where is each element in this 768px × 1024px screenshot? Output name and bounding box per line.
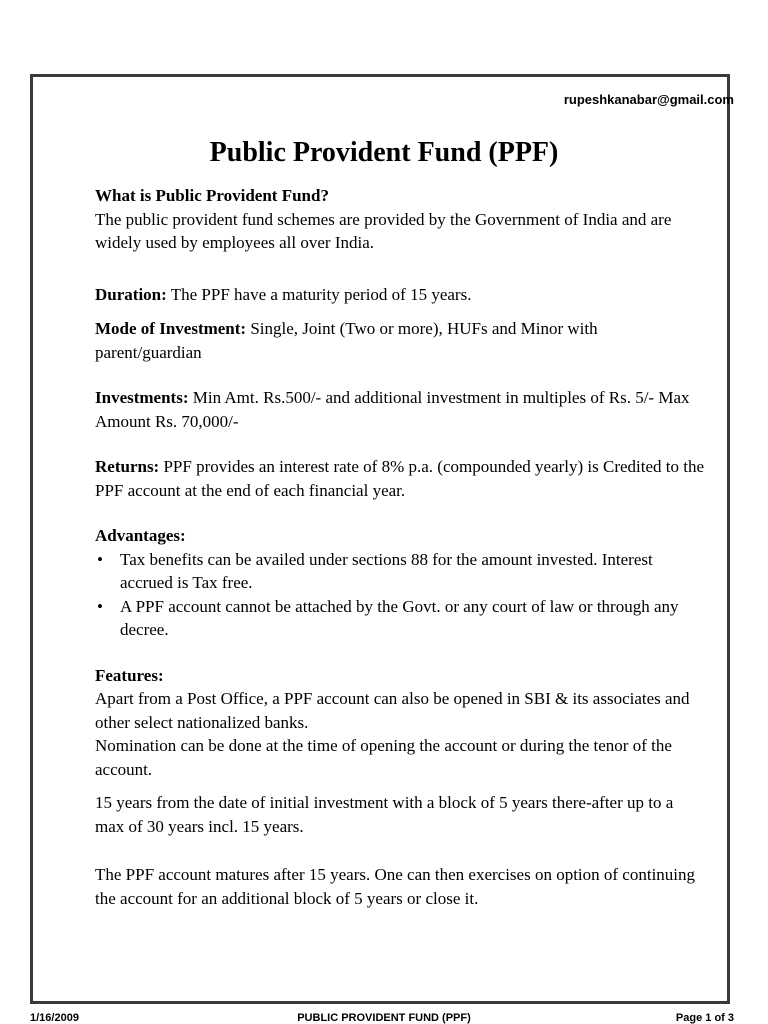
mode-label: Mode of Investment: [95,319,247,338]
document-body [95,184,705,910]
footer-title: PUBLIC PROVIDENT FUND (PPF) [297,1012,471,1024]
features-heading: Features: [95,665,164,685]
features-text-3: 15 years from the date of initial investment with a block of 5 years there-after up to a max of 30 years incl. 15 years. [95,793,674,836]
returns-paragraph [95,455,705,502]
returns-label: Returns: [95,457,160,476]
investments-label: Investments: [95,388,189,407]
list-item [95,595,705,642]
what-is-heading: What is Public Provident Fund? [95,186,329,205]
advantages-list [95,548,705,642]
duration-label: Duration: [95,284,167,304]
features-text-4: The PPF account matures after 15 years. One can then exercises on option of continuing the account for an additional block of 5 years or close it. [95,865,696,908]
mode-text: Single, Joint (Two or more), HUFs and Minor with parent/guardian [95,319,598,362]
duration-paragraph [95,283,705,307]
page-footer [0,1012,768,1024]
mode-paragraph [95,317,705,364]
features-text-1: Apart from a Post Office, a PPF account can also be opened in SBI & its associates and other select nationalized banks. [95,689,690,732]
what-is-text: The public provident fund schemes are provided by the Government of India and are widely used by employees all over India. [95,209,672,252]
bullet-icon: • [97,549,103,569]
footer-date: 1/16/2009 [30,1012,79,1024]
advantage-text: Tax benefits can be availed under sections 88 for the amount invested. Interest accrued is Tax free. [120,549,653,592]
investments-paragraph [95,386,705,433]
advantage-text: A PPF account cannot be attached by the Govt. or any court of law or through any decree. [120,596,679,639]
footer-page-number: Page 1 of 3 [675,1012,734,1024]
returns-text: PPF provides an interest rate of 8% p.a. (compounded yearly) is Credited to the PPF account at the end of each financial year. [95,457,705,500]
investments-text: Min Amt. Rs.500/- and additional investment in multiples of Rs. 5/- Max Amount Rs. 70,000/- [95,388,690,431]
advantages-heading: Advantages: [95,526,186,545]
features-text-2: Nomination can be done at the time of opening the account or during the tenor of the account. [95,736,672,779]
bullet-icon: • [97,596,103,616]
author-email: rupeshkanabar@gmail.com [563,92,734,107]
document-title: Public Provident Fund (PPF) [209,137,559,168]
list-item [95,548,705,595]
duration-text: The PPF have a maturity period of 15 years. [166,284,472,304]
